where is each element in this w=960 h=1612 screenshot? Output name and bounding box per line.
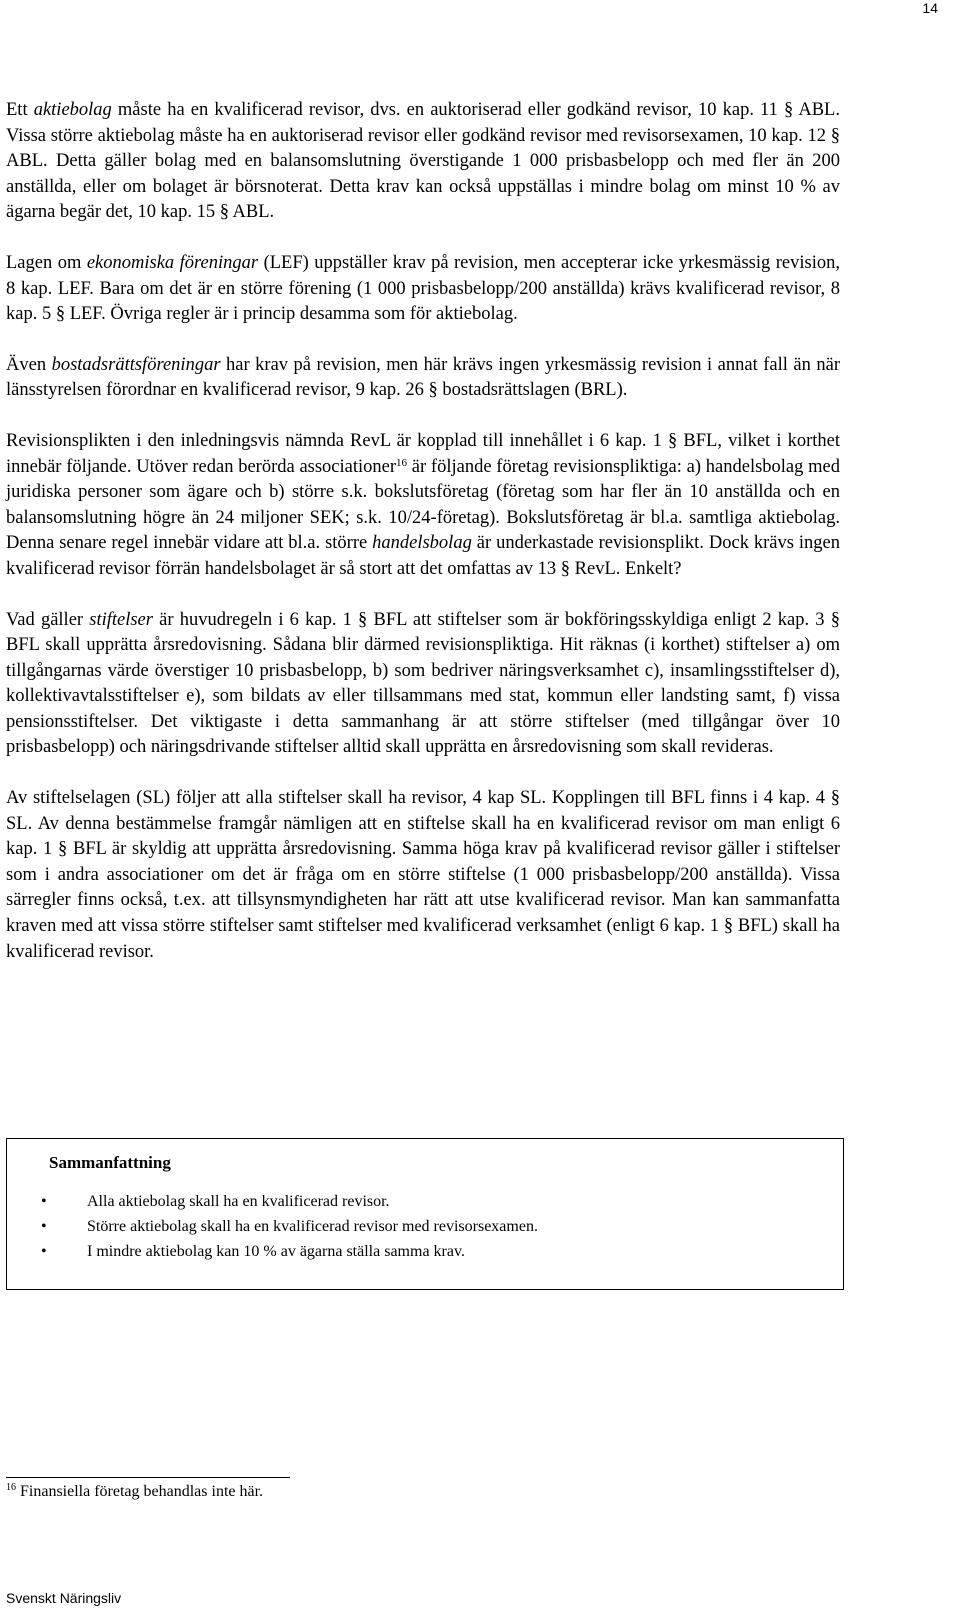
summary-box [6, 1138, 844, 1290]
list-item: • Större aktiebolag skall ha en kvalificerad revisor med revisorsexamen. [41, 1214, 538, 1239]
body-text [6, 98, 840, 990]
footnote-divider [6, 1477, 290, 1478]
summary-title: Sammanfattning [49, 1153, 171, 1172]
list-item: • Alla aktiebolag skall ha en kvalificerad revisor. [41, 1189, 538, 1214]
bullet-icon: • [41, 1243, 47, 1260]
page-footer: Svenskt Näringsliv [6, 1590, 122, 1606]
footnote-number: 16 [6, 1482, 16, 1493]
page-number: 14 [922, 0, 938, 16]
footnote [6, 1483, 263, 1501]
paragraph-ekonomiska-foreningar: Lagen om ekonomiska föreningar (LEF) uppställer krav på revision, men accepterar icke yrkesmässig revision, 8 kap. LEF. Bara om det är en större förening (1 000 prisbasbelopp/200 anställda) krävs kvalificerad revisor, 8 kap. 5 § LEF. Övriga regler är i princip desamma som för aktiebolag. [6, 252, 840, 325]
term-handelsbolag: handelsbolag [372, 533, 472, 554]
term-bostadsrattsforeningar: bostadsrättsföreningar [51, 354, 221, 375]
summary-list [41, 1189, 538, 1264]
paragraph-stiftelser: Vad gäller stiftelser är huvudregeln i 6 kap. 1 § BFL att stiftelser som är bokföringsskyldiga enligt 2 kap. 3 § BFL skall upprätta årsredovisning. Sådana blir därmed revisionspliktiga. Hit räknas (i korthet) stiftelser a) om tillgångarnas värde överstiger 10 prisbasbelopp, b) som bedriver näringsverksamhet c), insamlingsstiftelser d), kollektivavtalsstiftelser e), som bildats av eller tillsammans med stat, kommun eller landsting samt, f) vissa pensionsstiftelser. Det viktigaste i detta sammanhang är att större stiftelser (med tillgångar över 10 prisbasbelopp) och näringsdrivande stiftelser alltid skall upprätta en årsredovisning som skall revideras. [6, 609, 840, 758]
paragraph-aktiebolag: Ett aktiebolag måste ha en kvalificerad revisor, dvs. en auktoriserad eller godkänd revisor, 10 kap. 11 § ABL. Vissa större aktiebolag måste ha en auktoriserad revisor eller godkänd revisor med revisorsexamen, 10 kap. 12 § ABL. Detta gäller bolag med en balansomslutning överstigande 1 000 prisbasbelopp och med fler än 200 anställda, eller om bolaget är börsnoterat. Detta krav kan också uppställas i mindre bolag om minst 10 % av ägarna begär det, 10 kap. 15 § ABL. [6, 100, 840, 223]
bullet-icon: • [41, 1193, 47, 1210]
bullet-icon: • [41, 1218, 47, 1235]
footnote-ref-16: 16 [396, 456, 408, 469]
paragraph-revisionsplikten: Revisionsplikten i den inledningsvis nämnda RevL är kopplad till innehållet i 6 kap. 1 § BFL, vilket i korthet innebär följande. Utöver redan berörda associationer$^{16}$ är följande företag revisionspliktiga: a) handelsbolag med juridiska personer som ägare och b) större s.k. bokslutsföretag (företag som har fler än 10 anställda och en balansomslutning högre än 24 miljoner SEK; s.k. 10/24-företag). Bokslutsföretag är bl.a. samtliga aktiebolag. Denna senare regel innebär vidare att bl.a. större handelsbolag är underkastade revisionsplikt. Dock krävs ingen kvalificerad revisor förrän handelsbolaget är så stort att det omfattas av 13 § RevL. Enkelt? [6, 430, 841, 579]
paragraph-stiftelselagen: Av stiftelselagen (SL) följer att alla stiftelser skall ha revisor, 4 kap SL. Kopplingen till BFL finns i 4 kap. 4 § SL. Av denna bestämmelse framgår nämligen att en stiftelse skall ha en kvalificerad revisor om man enligt 6 kap. 1 § BFL är skyldig att upprätta årsredovisning. Samma höga krav på kvalificerad revisor gäller i stiftelser som i andra associationer om det är fråga om en större stiftelse (1 000 prisbasbelopp/200 anställda). Vissa särregler finns också, t.ex. att tillsynsmyndigheten har rätt att utse kvalificerad revisor. Man kan sammanfatta kraven med att vissa större stiftelser samt stiftelser med kvalificerad verksamhet (enligt 6 kap. 1 § BFL) skall ha kvalificerad revisor. [6, 788, 840, 962]
list-item: • I mindre aktiebolag kan 10 % av ägarna ställa samma krav. [41, 1239, 538, 1264]
footnote-text: Finansiella företag behandlas inte här. [16, 1483, 264, 1500]
paragraph-bostadsrattsforeningar: Även bostadsrättsföreningar har krav på revision, men här krävs ingen yrkesmässig revision i annat fall än när länsstyrelsen förordnar en kvalificerad revisor, 9 kap. 26 § bostadsrättslagen (BRL). [6, 354, 841, 401]
term-aktiebolag: aktiebolag [33, 100, 112, 120]
term-stiftelser: stiftelser [89, 609, 153, 630]
term-ekonomiska-foreningar: ekonomiska föreningar [86, 252, 259, 273]
